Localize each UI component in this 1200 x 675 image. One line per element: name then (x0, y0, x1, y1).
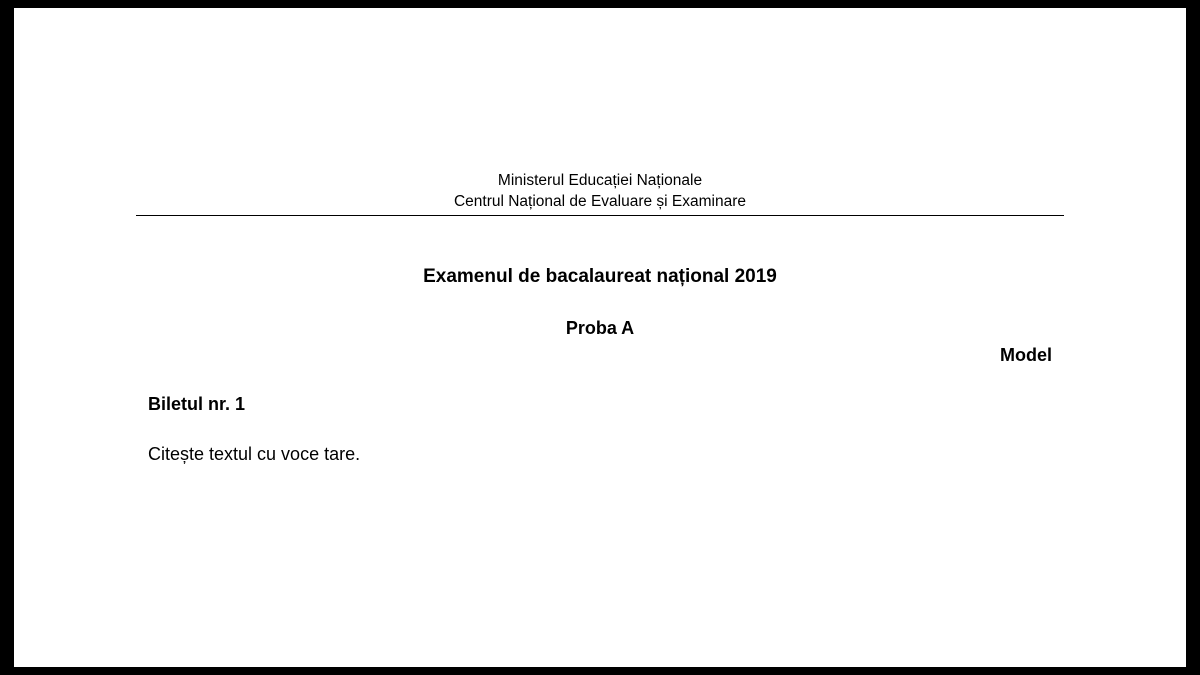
instruction-text: Citește textul cu voce tare. (148, 444, 361, 464)
header-divider (136, 215, 1064, 216)
variant-label: Model (1000, 345, 1052, 365)
ministry-name: Ministerul Educației Naționale (497, 172, 703, 189)
test-name: Proba A (565, 318, 635, 338)
institution-header (136, 170, 1064, 212)
evaluation-center-name: Centrul Național de Evaluare și Examinare (453, 193, 747, 210)
exam-title: Examenul de bacalaureat național 2019 (423, 266, 777, 287)
document-page (14, 8, 1186, 667)
ticket-number: Biletul nr. 1 (148, 394, 246, 414)
